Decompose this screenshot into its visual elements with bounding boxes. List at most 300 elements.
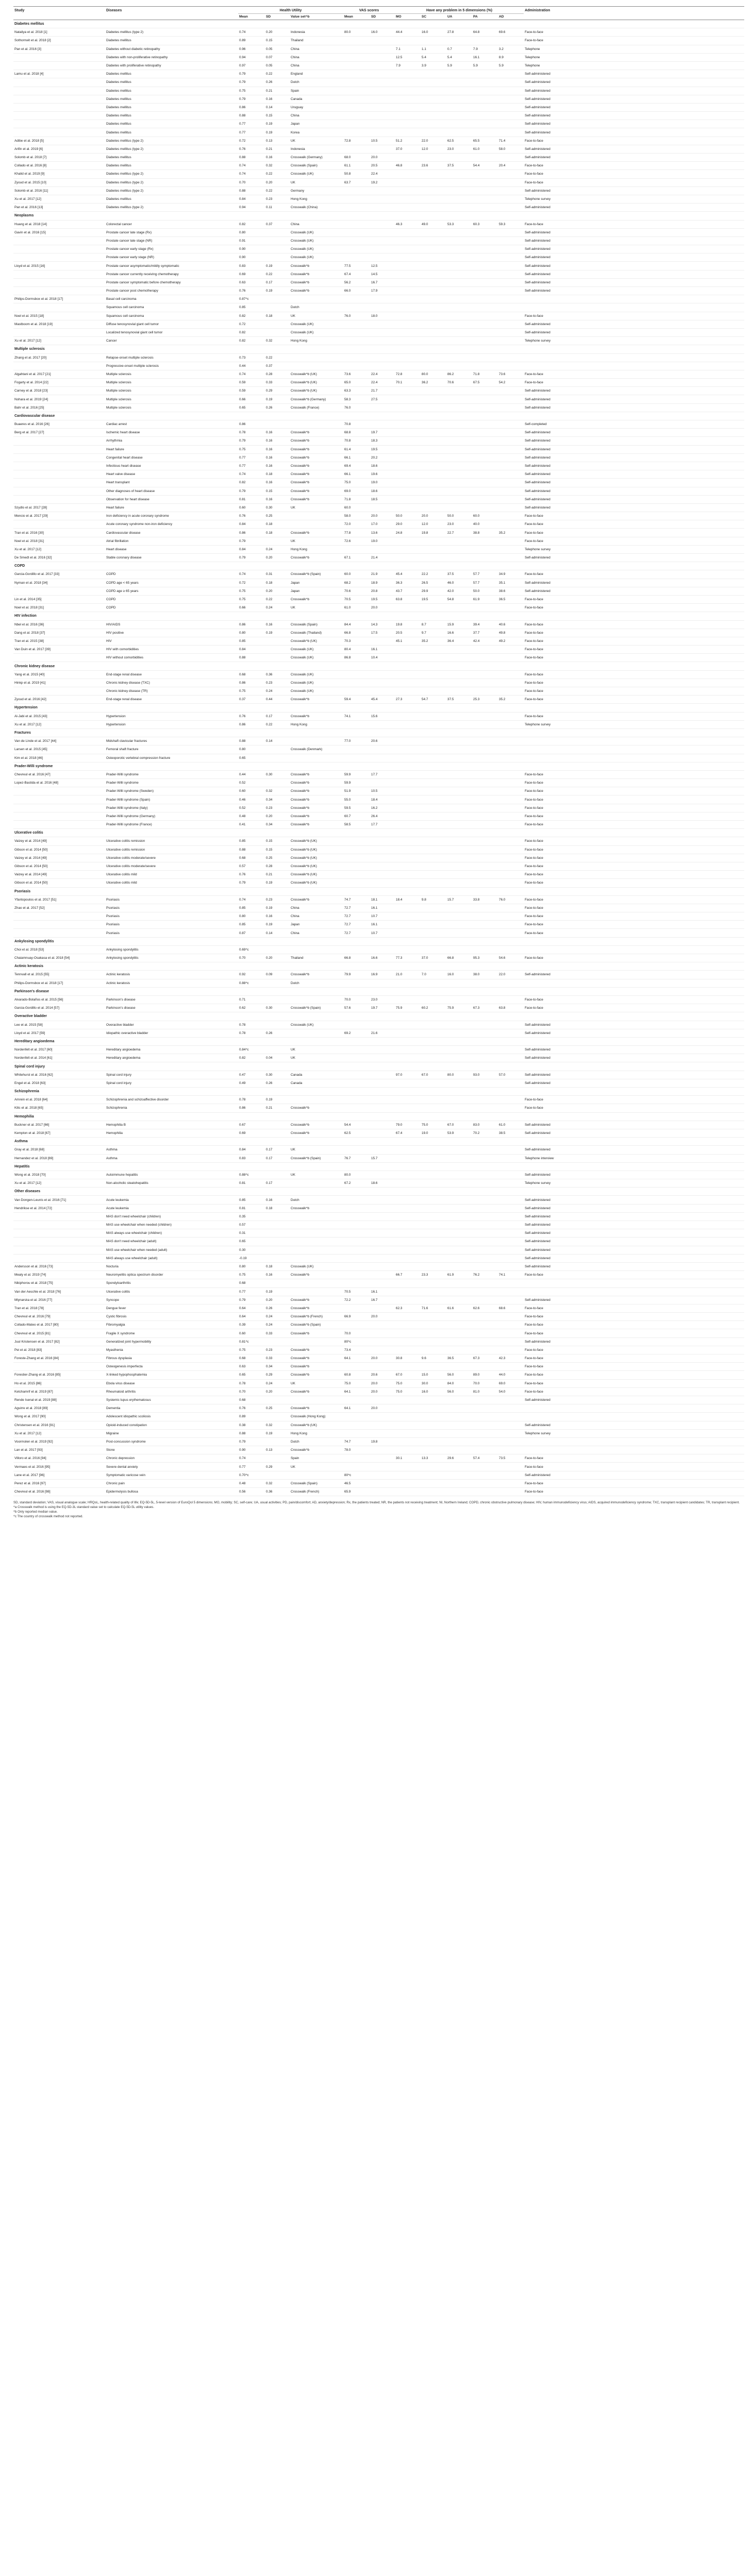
cell-utility-mean: 0.69^c <box>238 945 265 954</box>
cell-sc <box>421 112 446 120</box>
cell-pa <box>472 170 498 178</box>
cell-utility-mean: 0.67 <box>238 1121 265 1129</box>
cell-ua: 27.8 <box>446 28 472 37</box>
cell-ad <box>498 1238 524 1246</box>
cell-mo <box>395 979 421 987</box>
cell-utility-sd <box>265 295 290 303</box>
cell-value-set: Crosswalk (UK) <box>290 687 343 696</box>
cell-ad <box>498 520 524 529</box>
cell-disease: Diabetes mellitus <box>105 162 238 170</box>
cell-mo: 27.3 <box>395 696 421 704</box>
section-row <box>13 212 744 220</box>
cell-vas-mean: 75.0 <box>343 479 370 487</box>
table-row <box>13 520 744 529</box>
cell-mo <box>395 445 421 453</box>
cell-ad <box>498 845 524 854</box>
cell-administration: Self-administered <box>524 1029 744 1037</box>
cell-sc <box>421 646 446 654</box>
cell-mo <box>395 1396 421 1404</box>
cell-sc <box>421 1296 446 1304</box>
table-row <box>13 1279 744 1287</box>
table-row <box>13 253 744 262</box>
table-row <box>13 103 744 111</box>
cell-sc <box>421 1021 446 1029</box>
cell-vas-sd: 19.6 <box>370 470 395 479</box>
cell-sc <box>421 87 446 95</box>
cell-pa <box>472 453 498 462</box>
cell-utility-sd: 0.32 <box>265 1479 290 1487</box>
cell-ua <box>446 912 472 921</box>
cell-study: Gibson et al. 2014 [50] <box>13 879 105 887</box>
cell-utility-mean: 0.48 <box>238 812 265 820</box>
cell-sc <box>421 787 446 795</box>
cell-administration: Self-administered <box>524 245 744 253</box>
cell-ad <box>498 1229 524 1238</box>
cell-sc <box>421 195 446 203</box>
cell-vas-mean: 60.0 <box>343 570 370 579</box>
cell-sc <box>421 312 446 320</box>
cell-sc: 49.0 <box>421 220 446 228</box>
cell-study: Lloyd et al. 2015 [16] <box>13 262 105 270</box>
cell-value-set: Crosswalk^b <box>290 1204 343 1212</box>
cell-ua <box>446 995 472 1004</box>
cell-ua <box>446 1396 472 1404</box>
cell-utility-sd: 0.23 <box>265 895 290 904</box>
cell-vas-mean <box>343 145 370 153</box>
cell-administration: Self-administered <box>524 253 744 262</box>
cell-value-set: Crosswalk^b (UK) <box>290 837 343 845</box>
cell-ad <box>498 262 524 270</box>
cell-vas-mean: 65.0 <box>343 379 370 387</box>
cell-disease: MAS always use wheelchair (adult) <box>105 1254 238 1262</box>
cell-value-set: Crosswalk^b <box>290 971 343 979</box>
cell-disease: Spinal cord injury <box>105 1071 238 1079</box>
cell-sc <box>421 37 446 45</box>
cell-disease: Systemic lupus erythematosus <box>105 1396 238 1404</box>
cell-value-set <box>290 520 343 529</box>
cell-utility-sd: 0.29 <box>265 1463 290 1471</box>
cell-administration: Face-to-face <box>524 37 744 45</box>
cell-mo <box>395 1463 421 1471</box>
cell-utility-sd: 0.14 <box>265 929 290 937</box>
cell-study: Alvarado-Bolaños et al. 2015 [56] <box>13 995 105 1004</box>
table-row <box>13 1479 744 1487</box>
table-row <box>13 437 744 445</box>
cell-ua <box>446 204 472 212</box>
cell-ua: 53.3 <box>446 220 472 228</box>
table-row <box>13 278 744 286</box>
cell-disease: End-stage renal disease <box>105 670 238 679</box>
cell-utility-mean: 0.85 <box>238 904 265 912</box>
cell-vas-mean <box>343 195 370 203</box>
cell-mo: 79.0 <box>395 1121 421 1129</box>
cell-vas-sd <box>370 303 395 312</box>
cell-utility-sd: 0.23 <box>265 679 290 687</box>
cell-utility-mean: 0.75 <box>238 445 265 453</box>
cell-ua <box>446 1046 472 1054</box>
cell-value-set: Dutch <box>290 1437 343 1446</box>
cell-vas-mean <box>343 362 370 370</box>
cell-administration: Face-to-face <box>524 520 744 529</box>
cell-ua: 23.0 <box>446 145 472 153</box>
cell-utility-mean: 0.56 <box>238 1488 265 1496</box>
cell-vas-mean <box>343 128 370 137</box>
cell-vas-sd: 19.5 <box>370 595 395 603</box>
cell-administration: Face-to-face <box>524 512 744 520</box>
cell-vas-mean <box>343 1079 370 1087</box>
cell-ua <box>446 128 472 137</box>
cell-mo <box>395 845 421 854</box>
cell-administration: Self-administered <box>524 78 744 87</box>
cell-administration: Self-administered <box>524 437 744 445</box>
cell-administration: Self-completed <box>524 420 744 429</box>
header-vas-sd: SD <box>370 14 395 20</box>
cell-mo: 18.4 <box>395 895 421 904</box>
cell-mo: 72.8 <box>395 370 421 378</box>
cell-ad <box>498 278 524 286</box>
cell-pa: 5.9 <box>472 61 498 70</box>
cell-disease: COPD age < 65 years <box>105 579 238 587</box>
cell-utility-sd: 0.34 <box>265 821 290 829</box>
cell-ua <box>446 312 472 320</box>
cell-vas-mean <box>343 837 370 845</box>
cell-pa: 89.0 <box>472 1371 498 1379</box>
cell-ua <box>446 78 472 87</box>
cell-vas-mean: 68.0 <box>343 154 370 162</box>
table-row <box>13 470 744 479</box>
cell-ua <box>446 328 472 336</box>
cell-vas-mean <box>343 979 370 987</box>
cell-utility-sd: 0.16 <box>265 445 290 453</box>
cell-sc <box>421 712 446 720</box>
cell-value-set: Crosswalk^b <box>290 1129 343 1137</box>
table-row <box>13 137 744 145</box>
cell-disease: Diabetes mellitus <box>105 112 238 120</box>
table-row <box>13 1154 744 1162</box>
cell-administration: Self-administered <box>524 236 744 245</box>
cell-study: Nikiphorou et al. 2018 [75] <box>13 1279 105 1287</box>
cell-study <box>13 479 105 487</box>
section-row <box>13 887 744 895</box>
cell-value-set: England <box>290 70 343 78</box>
cell-administration: Self-administered <box>524 1146 744 1154</box>
cell-mo <box>395 1321 421 1329</box>
cell-administration <box>524 1446 744 1454</box>
cell-utility-mean: 0.74 <box>238 895 265 904</box>
cell-utility-sd: 0.32 <box>265 787 290 795</box>
cell-sc <box>421 120 446 128</box>
cell-vas-sd <box>370 1071 395 1079</box>
cell-utility-sd: 0.30 <box>265 1004 290 1012</box>
table-row <box>13 1337 744 1346</box>
cell-ua <box>446 670 472 679</box>
table-row <box>13 1463 744 1471</box>
cell-pa <box>472 670 498 679</box>
cell-pa <box>472 770 498 778</box>
cell-mo: 36.3 <box>395 579 421 587</box>
cell-disease: Non-alcoholic steatohepatitis <box>105 1179 238 1188</box>
table-row <box>13 45 744 53</box>
table-row <box>13 1054 744 1062</box>
cell-ad: 34.9 <box>498 570 524 579</box>
cell-mo: 12.5 <box>395 53 421 61</box>
cell-pa <box>472 1321 498 1329</box>
cell-ad: 38.5 <box>498 1129 524 1137</box>
cell-ua <box>446 862 472 870</box>
cell-vas-mean <box>343 320 370 328</box>
table-row <box>13 921 744 929</box>
cell-value-set: Crosswalk^b <box>290 1404 343 1413</box>
cell-value-set: Thailand <box>290 954 343 962</box>
cell-sc <box>421 837 446 845</box>
cell-vas-sd: 18.6 <box>370 1179 395 1188</box>
cell-sc: 16.0 <box>421 1387 446 1396</box>
cell-value-set: Crosswalk^b <box>290 1104 343 1112</box>
cell-sc <box>421 979 446 987</box>
cell-disease: Psoriasis <box>105 895 238 904</box>
cell-study <box>13 78 105 87</box>
cell-disease: Ankylosing spondylitis <box>105 954 238 962</box>
cell-ua <box>446 1221 472 1229</box>
cell-utility-sd: 0.20 <box>265 1296 290 1304</box>
cell-disease: Localized tenosynovial giant cell tumor <box>105 328 238 336</box>
cell-sc: 80.0 <box>421 370 446 378</box>
cell-utility-mean: 0.88^c <box>238 979 265 987</box>
cell-utility-mean: 0.75 <box>238 87 265 95</box>
cell-utility-mean: 0.68 <box>238 854 265 862</box>
cell-value-set <box>290 1096 343 1104</box>
cell-mo <box>395 1079 421 1087</box>
cell-utility-mean: 0.83 <box>238 262 265 270</box>
cell-sc: 12.0 <box>421 520 446 529</box>
cell-value-set <box>290 1279 343 1287</box>
table-row <box>13 1371 744 1379</box>
cell-vas-sd <box>370 103 395 111</box>
cell-utility-sd <box>265 1454 290 1463</box>
cell-vas-sd: 21.7 <box>370 387 395 395</box>
cell-vas-mean <box>343 945 370 954</box>
cell-utility-mean: 0.79 <box>238 1296 265 1304</box>
cell-value-set: China <box>290 45 343 53</box>
cell-study: Nohara et al. 2019 [24] <box>13 395 105 403</box>
cell-utility-sd: 0.19 <box>265 287 290 295</box>
table-row <box>13 604 744 612</box>
cell-vas-mean: 84.4 <box>343 620 370 629</box>
table-row <box>13 1346 744 1354</box>
cell-vas-sd <box>370 1246 395 1254</box>
cell-value-set: China <box>290 112 343 120</box>
cell-ua <box>446 1313 472 1321</box>
cell-value-set: Crosswalk^b <box>290 696 343 704</box>
cell-pa <box>472 720 498 728</box>
cell-utility-mean: 0.79 <box>238 879 265 887</box>
cell-sc <box>421 1396 446 1404</box>
cell-mo <box>395 1421 421 1429</box>
cell-mo <box>395 495 421 503</box>
cell-vas-mean: 59.5 <box>343 804 370 812</box>
cell-vas-sd <box>370 854 395 862</box>
cell-disease: Chronic kidney disease (TXC) <box>105 679 238 687</box>
cell-utility-mean: 0.82 <box>238 479 265 487</box>
cell-sc: 23.3 <box>421 1271 446 1279</box>
cell-utility-mean: 0.92 <box>238 971 265 979</box>
cell-administration: Telephone <box>524 45 744 53</box>
cell-utility-mean: 0.80 <box>238 1262 265 1270</box>
section-title: Other diseases <box>13 1188 744 1196</box>
cell-value-set: Crosswalk^b <box>290 1329 343 1337</box>
cell-disease: Prader-Willi syndrome (Germany) <box>105 812 238 820</box>
cell-disease: Diabetes mellitus <box>105 154 238 162</box>
cell-study: Xu et al. 2017 [12] <box>13 337 105 345</box>
cell-administration: Face-to-face <box>524 170 744 178</box>
cell-administration <box>524 303 744 312</box>
cell-ua <box>446 1212 472 1221</box>
cell-pa: 57.7 <box>472 579 498 587</box>
cell-vas-mean <box>343 253 370 262</box>
cell-administration <box>524 1287 744 1296</box>
cell-ad <box>498 312 524 320</box>
cell-pa: 54.4 <box>472 162 498 170</box>
cell-mo <box>395 453 421 462</box>
table-row <box>13 1329 744 1337</box>
cell-vas-mean: 68.2 <box>343 579 370 587</box>
cell-administration: Self-administered <box>524 579 744 587</box>
cell-pa <box>472 1437 498 1446</box>
cell-pa <box>472 95 498 103</box>
cell-utility-mean: 0.76 <box>238 1404 265 1413</box>
cell-pa <box>472 737 498 745</box>
cell-mo <box>395 854 421 862</box>
cell-sc <box>421 929 446 937</box>
cell-utility-mean: 0.69 <box>238 1129 265 1137</box>
cell-utility-mean: 0.74 <box>238 1454 265 1463</box>
cell-vas-sd <box>370 1096 395 1104</box>
cell-utility-mean: 0.89 <box>238 37 265 45</box>
cell-ua <box>446 821 472 829</box>
cell-ad <box>498 871 524 879</box>
cell-sc <box>421 1321 446 1329</box>
table-row <box>13 1004 744 1012</box>
cell-vas-sd <box>370 187 395 195</box>
cell-vas-mean <box>343 1254 370 1262</box>
cell-mo <box>395 70 421 78</box>
cell-administration: Face-to-face <box>524 570 744 579</box>
cell-ad <box>498 1479 524 1487</box>
cell-ua <box>446 604 472 612</box>
cell-utility-mean: 0.86 <box>238 679 265 687</box>
cell-utility-sd: 0.20 <box>265 1387 290 1396</box>
cell-value-set: Crosswalk^b <box>290 1304 343 1312</box>
cell-ad <box>498 1046 524 1054</box>
section-title: Hypertension <box>13 704 744 712</box>
cell-pa <box>472 871 498 879</box>
cell-sc <box>421 178 446 187</box>
cell-ad <box>498 687 524 696</box>
cell-pa <box>472 804 498 812</box>
cell-ad <box>498 195 524 203</box>
cell-administration: Self-administered <box>524 270 744 278</box>
cell-value-set: Crosswalk^b <box>290 262 343 270</box>
table-row <box>13 1296 744 1304</box>
cell-ad <box>498 420 524 429</box>
cell-mo <box>395 821 421 829</box>
cell-utility-sd: 0.20 <box>265 954 290 962</box>
cell-vas-sd <box>370 637 395 645</box>
cell-sc <box>421 1463 446 1471</box>
cell-utility-sd <box>265 1437 290 1446</box>
cell-value-set: Crosswalk^b (UK) <box>290 845 343 854</box>
cell-ad <box>498 646 524 654</box>
cell-value-set: Thailand <box>290 37 343 45</box>
cell-value-set: Crosswalk^b <box>290 270 343 278</box>
cell-sc <box>421 1446 446 1454</box>
cell-study: Lamu et al. 2018 [4] <box>13 70 105 78</box>
cell-ua <box>446 1287 472 1296</box>
section-row <box>13 562 744 570</box>
cell-utility-sd: 0.37 <box>265 220 290 228</box>
cell-vas-sd: 10.4 <box>370 654 395 662</box>
cell-ad: 35.1 <box>498 579 524 587</box>
cell-mo <box>395 1096 421 1104</box>
cell-ua: 16.6 <box>446 629 472 637</box>
cell-ad: 40.6 <box>498 620 524 629</box>
cell-ua <box>446 236 472 245</box>
cell-utility-sd: 0.18 <box>265 520 290 529</box>
cell-mo <box>395 654 421 662</box>
cell-utility-mean: 0.88 <box>238 737 265 745</box>
cell-disease: Prostate cancer late stage (NR) <box>105 236 238 245</box>
cell-pa <box>472 37 498 45</box>
cell-value-set: Hong Kong <box>290 195 343 203</box>
cell-disease: Severe dental anxiety <box>105 1463 238 1471</box>
table-row <box>13 954 744 962</box>
cell-mo <box>395 253 421 262</box>
cell-ua <box>446 287 472 295</box>
cell-ua: 56.0 <box>446 1387 472 1396</box>
cell-vas-mean: 70.3 <box>343 637 370 645</box>
cell-value-set: Crosswalk^b <box>290 287 343 295</box>
table-row <box>13 1421 744 1429</box>
cell-value-set: Crosswalk (UK) <box>290 654 343 662</box>
cell-utility-sd <box>265 1254 290 1262</box>
cell-vas-mean: 74.7 <box>343 1437 370 1446</box>
cell-mo <box>395 387 421 395</box>
cell-ad: 63.8 <box>498 1004 524 1012</box>
cell-ad <box>498 787 524 795</box>
cell-study: Chevreul et al. 2015 [81] <box>13 1329 105 1337</box>
cell-vas-sd: 45.4 <box>370 696 395 704</box>
cell-mo <box>395 295 421 303</box>
cell-sc <box>421 362 446 370</box>
cell-utility-mean: 0.63 <box>238 1363 265 1371</box>
cell-utility-mean: 0.88 <box>238 845 265 854</box>
cell-pa <box>472 70 498 78</box>
cell-vas-mean: 74.1 <box>343 712 370 720</box>
cell-administration: Self-administered <box>524 1262 744 1270</box>
cell-vas-mean <box>343 679 370 687</box>
section-row <box>13 704 744 712</box>
cell-vas-mean: 54.4 <box>343 1121 370 1129</box>
cell-vas-sd <box>370 1204 395 1212</box>
cell-disease: Prader-Willi syndrome (France) <box>105 821 238 829</box>
cell-pa <box>472 187 498 195</box>
cell-vas-sd <box>370 1254 395 1262</box>
cell-ua: 36.4 <box>446 637 472 645</box>
cell-utility-sd <box>265 945 290 954</box>
cell-mo <box>395 103 421 111</box>
cell-study: Mencio et al. 2017 [29] <box>13 512 105 520</box>
cell-utility-sd: 0.17 <box>265 1179 290 1188</box>
